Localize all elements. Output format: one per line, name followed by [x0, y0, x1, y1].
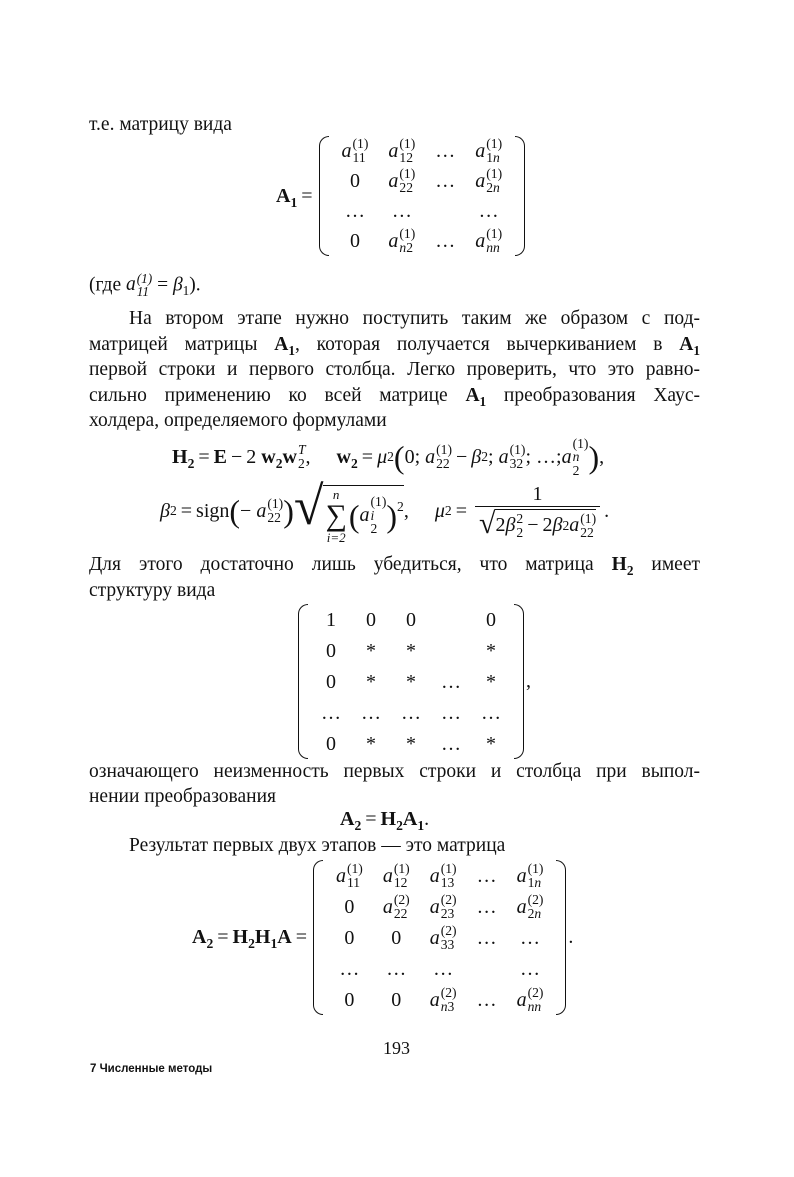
equals-sign: = [295, 926, 307, 948]
comma: , [599, 445, 605, 468]
matrix-cell: a (1) n2 [388, 226, 416, 255]
matrix-cell: … [339, 957, 360, 980]
radicand: 2 β 2 2 − 2 β 2 a (1) 22 [495, 510, 597, 540]
matrix-cell: a (2) 33 [429, 922, 457, 952]
a22-element: a (1) 22 [256, 496, 284, 525]
matrix-cell: 0 [391, 926, 402, 949]
para2-line1 [89, 552, 700, 578]
comma: , [305, 445, 311, 468]
matrix-cell: a (1) nn [475, 226, 503, 255]
matrix-cell: … [478, 200, 499, 222]
matrix-H2-table [311, 604, 511, 759]
text-span: матрицей матрицы [89, 334, 275, 355]
matrix-cell: … [344, 200, 365, 222]
text-span: сильно применению ко всей матрице [89, 385, 466, 406]
para1-line2 [89, 332, 700, 358]
equals-sign: = [217, 926, 229, 948]
sign-function: sign [196, 499, 230, 522]
para4-line1: Результат первых двух этапов — это матрица [129, 835, 506, 856]
para1-line3: первой строки и первого столбца. Легко проверить, что это равно- [89, 359, 700, 380]
matrix-cell: 0 [326, 670, 336, 693]
matrix-cell: … [433, 957, 454, 980]
matrix-row [311, 666, 511, 697]
left-paren [313, 860, 323, 1015]
matrix-cell: … [481, 701, 501, 724]
equals-sign: = [455, 499, 467, 522]
period: . [604, 499, 610, 522]
equation-A2-H2A1 [340, 808, 429, 831]
matrix-row [332, 196, 513, 226]
symbol-A: A [277, 926, 292, 948]
where-close: ). [189, 274, 201, 296]
symbol-A1: $A_1$ [465, 385, 487, 409]
equation-A1 [276, 136, 527, 256]
equation-H2: $H_2$ = E − 2 $w_2$ w T 2 , $w_2$ = μ 2 ( 0 ; a (1) 22 − β 2 ; a (1) 32 ; …; a (1) n 2 ) , [172, 435, 605, 478]
text-span: Для этого достаточно лишь убедиться, что матрица [89, 554, 612, 575]
beta-symbol: β [471, 445, 482, 468]
matrix-cell: a (1) 1n [475, 136, 503, 165]
separator: ; [414, 445, 421, 468]
sqrt-sum [293, 475, 404, 545]
symbol-H2: $H_2$ [232, 926, 255, 951]
matrix-cell: 0 [349, 170, 360, 192]
symbol-H2: $H_2$ [611, 554, 634, 578]
a11-element: a (1) 11 [125, 271, 153, 300]
para1-line4 [89, 383, 700, 409]
matrix-cell [431, 604, 471, 635]
matrix-cell: a (1) 1n [516, 860, 544, 890]
minus-sign: − [240, 499, 252, 522]
matrix-cell: a (2) 2n [516, 891, 544, 921]
matrix-A2-table [326, 860, 553, 1015]
matrix-cell: … [441, 732, 461, 755]
matrix-cell: 0 [406, 608, 416, 631]
para3-line1: означающего неизменность первых строки и столбца при выпол- [89, 761, 700, 782]
matrix-cell: 0 [391, 988, 402, 1011]
matrix-cell: * [486, 732, 496, 755]
symbol-A1: $A_1$ [276, 184, 298, 210]
separator-ellipsis: ; …; [525, 445, 562, 468]
para2-line2: структуру вида [89, 580, 216, 601]
symbol-H1: $H_1$ [254, 926, 278, 951]
matrix-row [332, 226, 513, 256]
symbol-E: E [213, 445, 227, 468]
equation-beta2-mu2: β 2 = sign ( − a (1) 22 ) √ n ∑ i=2 ( a (1) i 2 ) 2 , μ 2 = 1 √ 2 β 2 2 − 2 β 2 a (1) 22 . [160, 475, 610, 545]
matrix-cell: … [435, 170, 456, 192]
radicand: n ∑ i=2 ( a (1) i 2 ) 2 [325, 486, 404, 545]
matrix-row [332, 166, 513, 196]
matrix-row [326, 984, 553, 1015]
right-paren [556, 860, 566, 1015]
matrix-cell: * [366, 670, 376, 693]
comma: , [526, 670, 531, 692]
mu-symbol: μ [377, 445, 388, 468]
matrix-cell: a (2) n3 [429, 984, 457, 1014]
matrix-cell: * [406, 732, 416, 755]
matrix-cell: a (2) 22 [382, 891, 410, 921]
matrix-cell: … [435, 140, 456, 162]
matrix-A2 [313, 860, 566, 1015]
matrix-cell: … [321, 701, 341, 724]
matrix-cell: … [441, 701, 461, 724]
matrix-cell: 1 [326, 608, 336, 631]
matrix-cell: 0 [326, 639, 336, 662]
matrix-row [326, 860, 553, 891]
para1-line5: холдера, определяемого формулами [89, 410, 387, 431]
matrix-cell: 0 [344, 926, 355, 949]
matrix-cell: a (1) 11 [335, 860, 363, 890]
footer-signature: 7 Численные методы [90, 1063, 213, 1075]
matrix-cell: * [486, 639, 496, 662]
left-paren: ( [393, 439, 405, 475]
where-open: (где [89, 274, 126, 296]
ai2-element: a (1) i 2 [359, 494, 387, 537]
beta-symbol: β [172, 274, 183, 296]
equals-sign: = [361, 445, 374, 468]
matrix-cell: a (2) 23 [429, 891, 457, 921]
symbol-A1: $A_1$ [679, 334, 700, 358]
equation-H2-structure [296, 604, 531, 759]
matrix-cell: a (1) 2n [475, 166, 503, 195]
symbol-w2: $w_2$ [261, 445, 283, 471]
right-paren [514, 604, 524, 759]
period: . [568, 926, 574, 948]
matrix-cell: … [476, 988, 497, 1011]
right-paren [515, 136, 525, 256]
a32-element: a (1) 32 [498, 442, 526, 471]
matrix-cell: a (1) 22 [388, 166, 416, 195]
matrix-row [326, 953, 553, 984]
equation-A2 [192, 860, 573, 1015]
matrix-cell: a (1) 12 [388, 136, 416, 165]
text-span: , которая получается вычеркиванием в [295, 334, 680, 355]
equals-sign: = [157, 274, 169, 296]
matrix-cell: … [386, 957, 407, 980]
matrix-A1-table [332, 136, 513, 256]
matrix-row [326, 891, 553, 922]
symbol-H2: $H_2$ [172, 445, 195, 471]
matrix-cell: … [476, 926, 497, 949]
coef-two: 2 [246, 445, 257, 468]
text-span: преобразования Хаус- [486, 385, 700, 406]
matrix-cell: 0 [486, 608, 496, 631]
equals-sign: = [301, 184, 313, 207]
matrix-cell: 0 [349, 230, 360, 252]
numerator: 1 [532, 482, 543, 505]
symbol-w2: $w_2$ [336, 445, 358, 471]
sum-sign: n ∑ i=2 [325, 486, 347, 545]
matrix-row [311, 697, 511, 728]
text-span: имеет [633, 554, 700, 575]
para3-line2: нении преобразования [89, 786, 276, 807]
matrix-cell [425, 196, 465, 226]
matrix-cell: * [486, 670, 496, 693]
sub-1: 1 [182, 283, 190, 299]
matrix-cell: … [391, 200, 412, 222]
matrix-cell: 0 [344, 988, 355, 1011]
minus-sign: − [455, 445, 468, 468]
matrix-cell: 0 [366, 608, 376, 631]
minus-sign: − [230, 445, 243, 468]
symbol-A1: $A_1$ [402, 808, 425, 833]
matrix-row [311, 635, 511, 666]
matrix-cell: * [406, 639, 416, 662]
matrix-cell: a (1) 11 [341, 136, 369, 165]
text-where [89, 272, 700, 299]
matrix-cell: * [406, 670, 416, 693]
matrix-cell: 0 [326, 732, 336, 755]
symbol-A1: $A_1$ [274, 334, 295, 358]
matrix-cell: * [366, 732, 376, 755]
matrix-A1 [319, 136, 526, 256]
matrix-cell: … [401, 701, 421, 724]
matrix-cell [467, 953, 507, 984]
matrix-cell: a (2) nn [516, 984, 544, 1014]
matrix-cell [431, 635, 471, 666]
an2-element: a (1) n 2 [561, 435, 589, 478]
symbol-w2T: w T 2 [282, 442, 306, 471]
denominator: √ 2 β 2 2 − 2 β 2 a (1) 22 [475, 506, 600, 539]
matrix-cell: … [441, 670, 461, 693]
para1-line1: На втором этапе нужно поступить таким же образом с под- [129, 308, 700, 329]
matrix-H2 [298, 604, 524, 759]
matrix-cell: 0 [344, 895, 355, 918]
right-paren: ) [588, 439, 600, 475]
beta-symbol: β [160, 499, 170, 522]
left-paren [319, 136, 329, 256]
period: . [424, 808, 430, 830]
mu-symbol: μ [434, 499, 445, 522]
matrix-cell: … [361, 701, 381, 724]
matrix-row [311, 728, 511, 759]
symbol-H2: $H_2$ [380, 808, 403, 833]
matrix-cell: a (1) 13 [429, 860, 457, 890]
equals-sign: = [180, 499, 193, 522]
symbol-A2: $A_2$ [192, 926, 214, 951]
comma: , [403, 499, 409, 522]
matrix-row [311, 604, 511, 635]
separator: ; [488, 445, 494, 468]
text-intro: т.е. матрицу вида [89, 114, 232, 135]
matrix-cell: … [519, 957, 540, 980]
matrix-cell: a (1) 12 [382, 860, 410, 890]
w2-first: 0 [404, 445, 415, 468]
right-paren: ) [283, 493, 294, 529]
matrix-cell: … [476, 895, 497, 918]
page-number: 193 [383, 1038, 410, 1058]
equals-sign: = [365, 808, 377, 830]
left-paren: ( [229, 493, 241, 529]
left-paren [298, 604, 308, 759]
a22-element: a (1) 22 [425, 442, 452, 471]
symbol-A2: $A_2$ [340, 808, 362, 833]
matrix-cell: … [519, 926, 540, 949]
matrix-row [326, 922, 553, 953]
matrix-cell: * [366, 639, 376, 662]
matrix-cell: … [476, 864, 497, 887]
matrix-row [332, 136, 513, 166]
matrix-cell: … [435, 230, 456, 252]
equals-sign: = [198, 445, 210, 468]
radical-sign: √ [293, 475, 324, 536]
fraction-mu2 [475, 483, 600, 539]
